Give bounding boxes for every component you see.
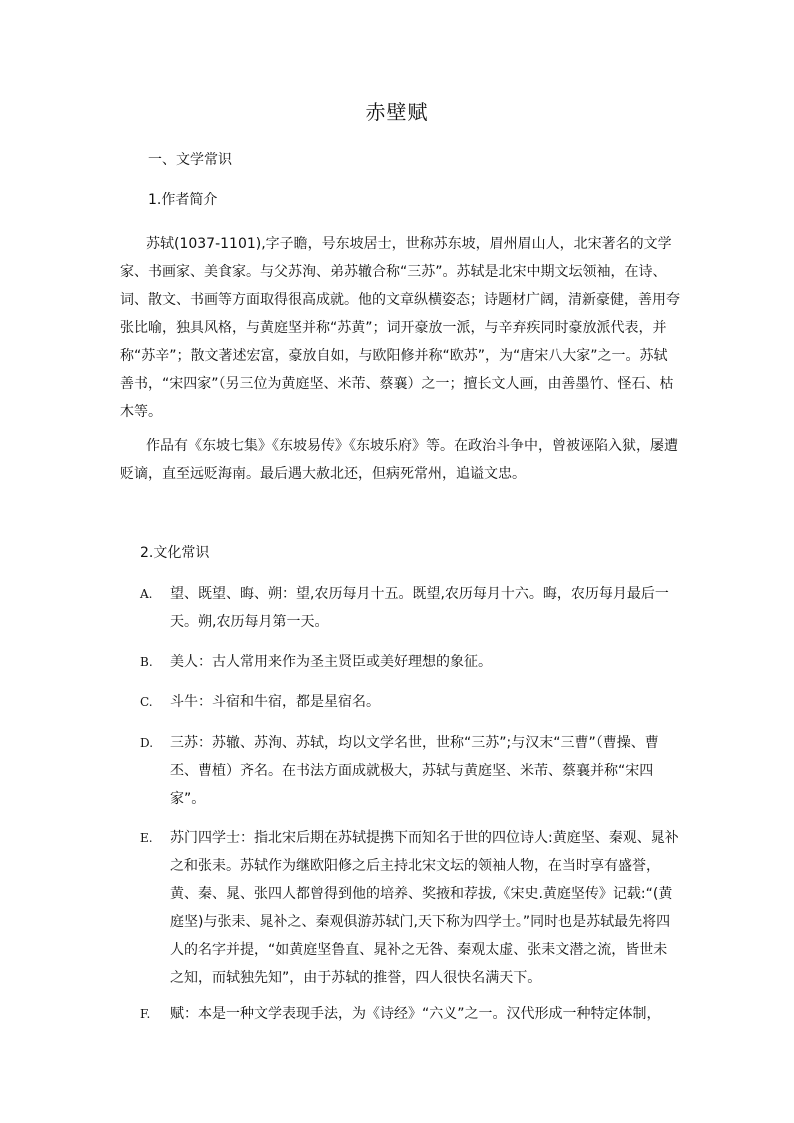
list-item-letter: F. xyxy=(140,1007,151,1021)
list-item-letter: E. xyxy=(140,831,153,845)
list-item-letter: D. xyxy=(140,736,154,750)
section-heading-literary-knowledge: 一、文学常识 xyxy=(148,152,232,168)
list-item xyxy=(140,1000,680,1028)
list-item xyxy=(140,648,680,676)
list-item-text: 斗牛：斗宿和牛宿，都是星宿名。 xyxy=(170,694,380,710)
list-item-letter: B. xyxy=(140,655,153,669)
works-paragraph: 作品有《东坡七集》《东坡易传》《东坡乐府》等。在政治斗争中，曾被诬陷入狱，屡遭贬谪，直至远贬海南。最后遇大赦北还，但病死常州，追谥文忠。 xyxy=(120,438,678,482)
list-item-text: 三苏：苏辙、苏洵、苏轼，均以文学名世，世称“三苏”;与汉末“三曹”（曹操、曹丕、曹植）齐名。在书法方面成就极大，苏轼与黄庭坚、米芾、蔡襄并称“宋四家”。 xyxy=(170,735,659,807)
document-title: 赤壁赋 xyxy=(365,100,429,124)
subsection-heading-culture: 2.文化常识 xyxy=(140,545,210,561)
list-item-letter: A. xyxy=(140,587,153,601)
list-item-text: 赋：本是一种文学表现手法，为《诗经》“六义”之一。汉代形成一种特定体制， xyxy=(170,1006,661,1022)
list-item xyxy=(140,580,680,636)
list-item-text: 苏门四学士：指北宋后期在苏轼提携下而知名于世的四位诗人:黄庭坚、秦观、晁补之和张耒。苏轼作为继欧阳修之后主持北宋文坛的领袖人物，在当时享有盛誉，黄、秦、晁、张四人都曾得到他的培养、奖掖和荐拔,《宋史.黄庭坚传》记载:“(黄庭坚)与张耒、晁补之、秦观俱游苏轼门,天下称为四学士。”同时也是苏轼最先将四人的名字并提，“如黄庭坚鲁直、晁补之无咎、秦观太虚、张耒文潜之流，皆世未之知，而轼独先知”，由于苏轼的推誉，四人很快名满天下。 xyxy=(170,830,679,986)
author-paragraph: 苏轼(1037-1101),字子瞻，号东坡居士，世称苏东坡，眉州眉山人，北宋著名的文学家、书画家、美食家。与父苏洵、弟苏辙合称“三苏”。苏轼是北宋中期文坛领袖，在诗、词、散文、书画等方面取得很高成就。他的文章纵横姿态；诗题材广阔，清新豪健，善用夸张比喻，独具风格，与黄庭坚并称“苏黄”；词开豪放一派，与辛弃疾同时豪放派代表，并称“苏辛”；散文著述宏富，豪放自如，与欧阳修并称“欧苏”，为“唐宋八大家”之一。苏轼善书，“宋四家”（另三位为黄庭坚、米芾、蔡襄）之一；擅长文人画，由善墨竹、怪石、枯木等。 xyxy=(120,236,680,420)
list-item xyxy=(140,688,680,716)
subsection-heading-author: 1.作者简介 xyxy=(148,192,218,208)
list-item-letter: C. xyxy=(140,695,153,709)
list-item-text: 美人：古人常用来作为圣主贤臣或美好理想的象征。 xyxy=(170,654,492,670)
list-item xyxy=(140,729,680,813)
list-item xyxy=(140,824,680,992)
list-item-text: 望、既望、晦、朔：望,农历每月十五。既望,农历每月十六。晦，农历每月最后一天。朔,农历每月第一天。 xyxy=(170,586,669,630)
